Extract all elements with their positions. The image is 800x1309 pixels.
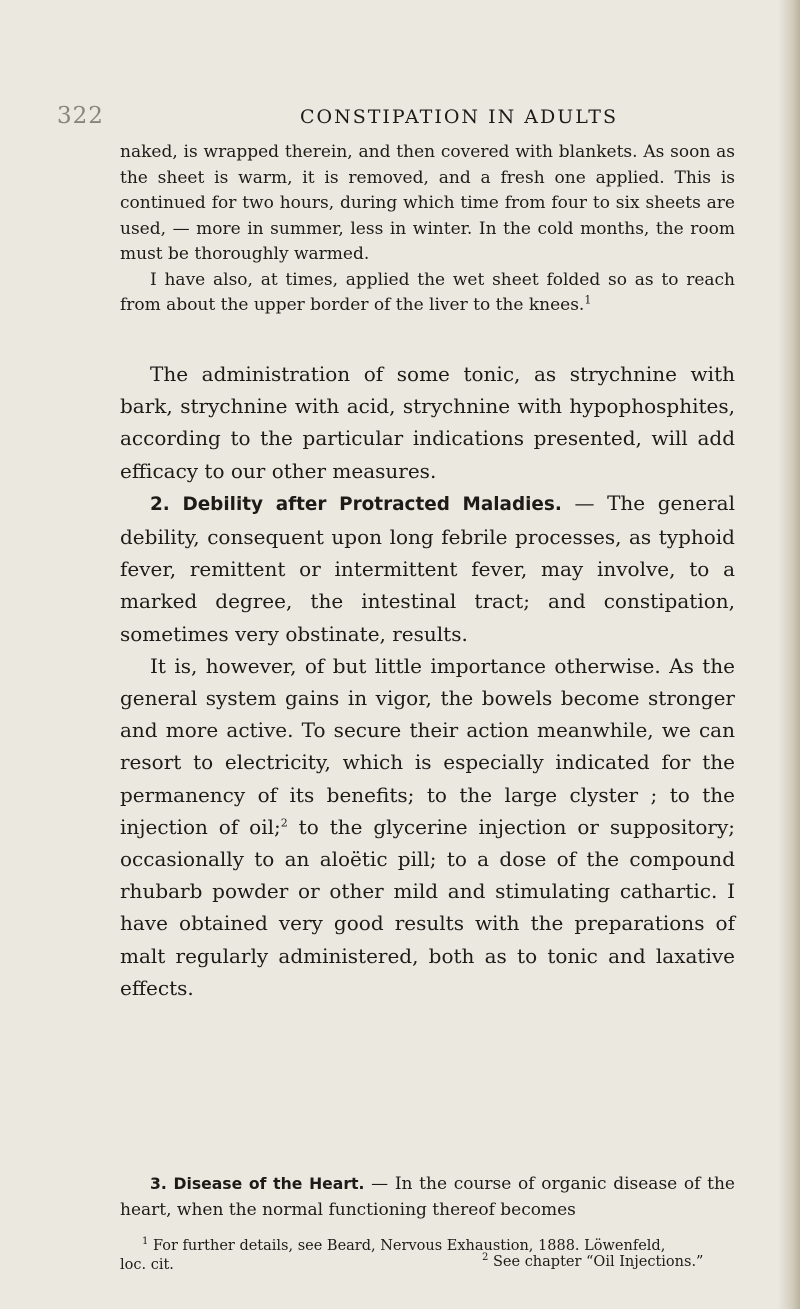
body-text-bottom: [120, 1171, 735, 1223]
paragraph-4: [120, 487, 735, 650]
footnote-mark-2: 2: [482, 1252, 489, 1264]
section-heading-3: 3. Disease of the Heart.: [150, 1174, 365, 1193]
paragraph-5-text-b: to the glycerine injection or suppository; occasionally to an aloëtic pill; to a dose of the compound rhubarb powder or other mild and stimulating cathartic. I have obtained very good results with the preparations of malt regularly administered, both as to tonic and laxative effects.: [120, 814, 735, 1000]
paragraph-6: [120, 1171, 735, 1223]
footnote-1-text: For further details, see Beard, Nervous Exhaustion, 1888. Löwenfeld,: [152, 1238, 666, 1254]
footnote-ref-1: 1: [584, 293, 592, 307]
footnote-ref-2: 2: [280, 816, 288, 830]
footnote-mark-1: 1: [142, 1236, 149, 1248]
paragraph-4-text: — The general debility, consequent upon long febrile processes, as typhoid fever, remittent or intermittent fever, may involve, to a marked degree, the intestinal tract; and constipation, sometimes very obstinate, results.: [120, 490, 735, 646]
paragraph-2-text: I have also, at times, applied the wet sheet folded so as to reach from about the upper border of the liver to the knees.: [120, 269, 735, 315]
footnote-line-2: [120, 1252, 740, 1276]
body-text-large: [120, 358, 735, 1004]
footnotes: [120, 1237, 740, 1276]
running-title: CONSTIPATION IN ADULTS: [300, 106, 618, 128]
footnote-2: [482, 1253, 703, 1272]
footnote-2-text: See chapter “Oil Injections.”: [492, 1254, 704, 1270]
paragraph-1: naked, is wrapped therein, and then covered with blankets. As soon as the sheet is warm, it is removed, and a fresh one applied. This is continued for two hours, during which time from four to six sheets are used, — more in summer, less in winter. In the cold months, the room must be thoroughly warmed.: [120, 142, 735, 264]
page-number: 322: [57, 103, 104, 129]
paragraph-6-text: — In the course of organic disease of the heart, when the normal functioning thereof becomes: [120, 1174, 735, 1220]
paragraph-5-text-a: It is, however, of but little importance otherwise. As the general system gains in vigor, the bowels become stronger and more active. To secure their action meanwhile, we can resort to electricity, which is especially indicated for the permanency of its benefits; to the large clyster ; to the injection of oil;: [120, 653, 735, 839]
paragraph-3: The administration of some tonic, as strychnine with bark, strychnine with acid, strychnine with hypophosphites, according to the particular indications presented, will add efficacy to our other measures.: [120, 362, 735, 483]
section-heading-2: 2. Debility after Protracted Maladies.: [150, 493, 562, 515]
paragraph-2: [120, 268, 735, 319]
page-edge-shadow: [778, 0, 800, 1309]
footnote-1-continuation: loc. cit.: [120, 1257, 174, 1273]
body-text-small: [120, 140, 735, 319]
paragraph-5: [120, 650, 735, 1004]
page-header: [0, 103, 800, 143]
